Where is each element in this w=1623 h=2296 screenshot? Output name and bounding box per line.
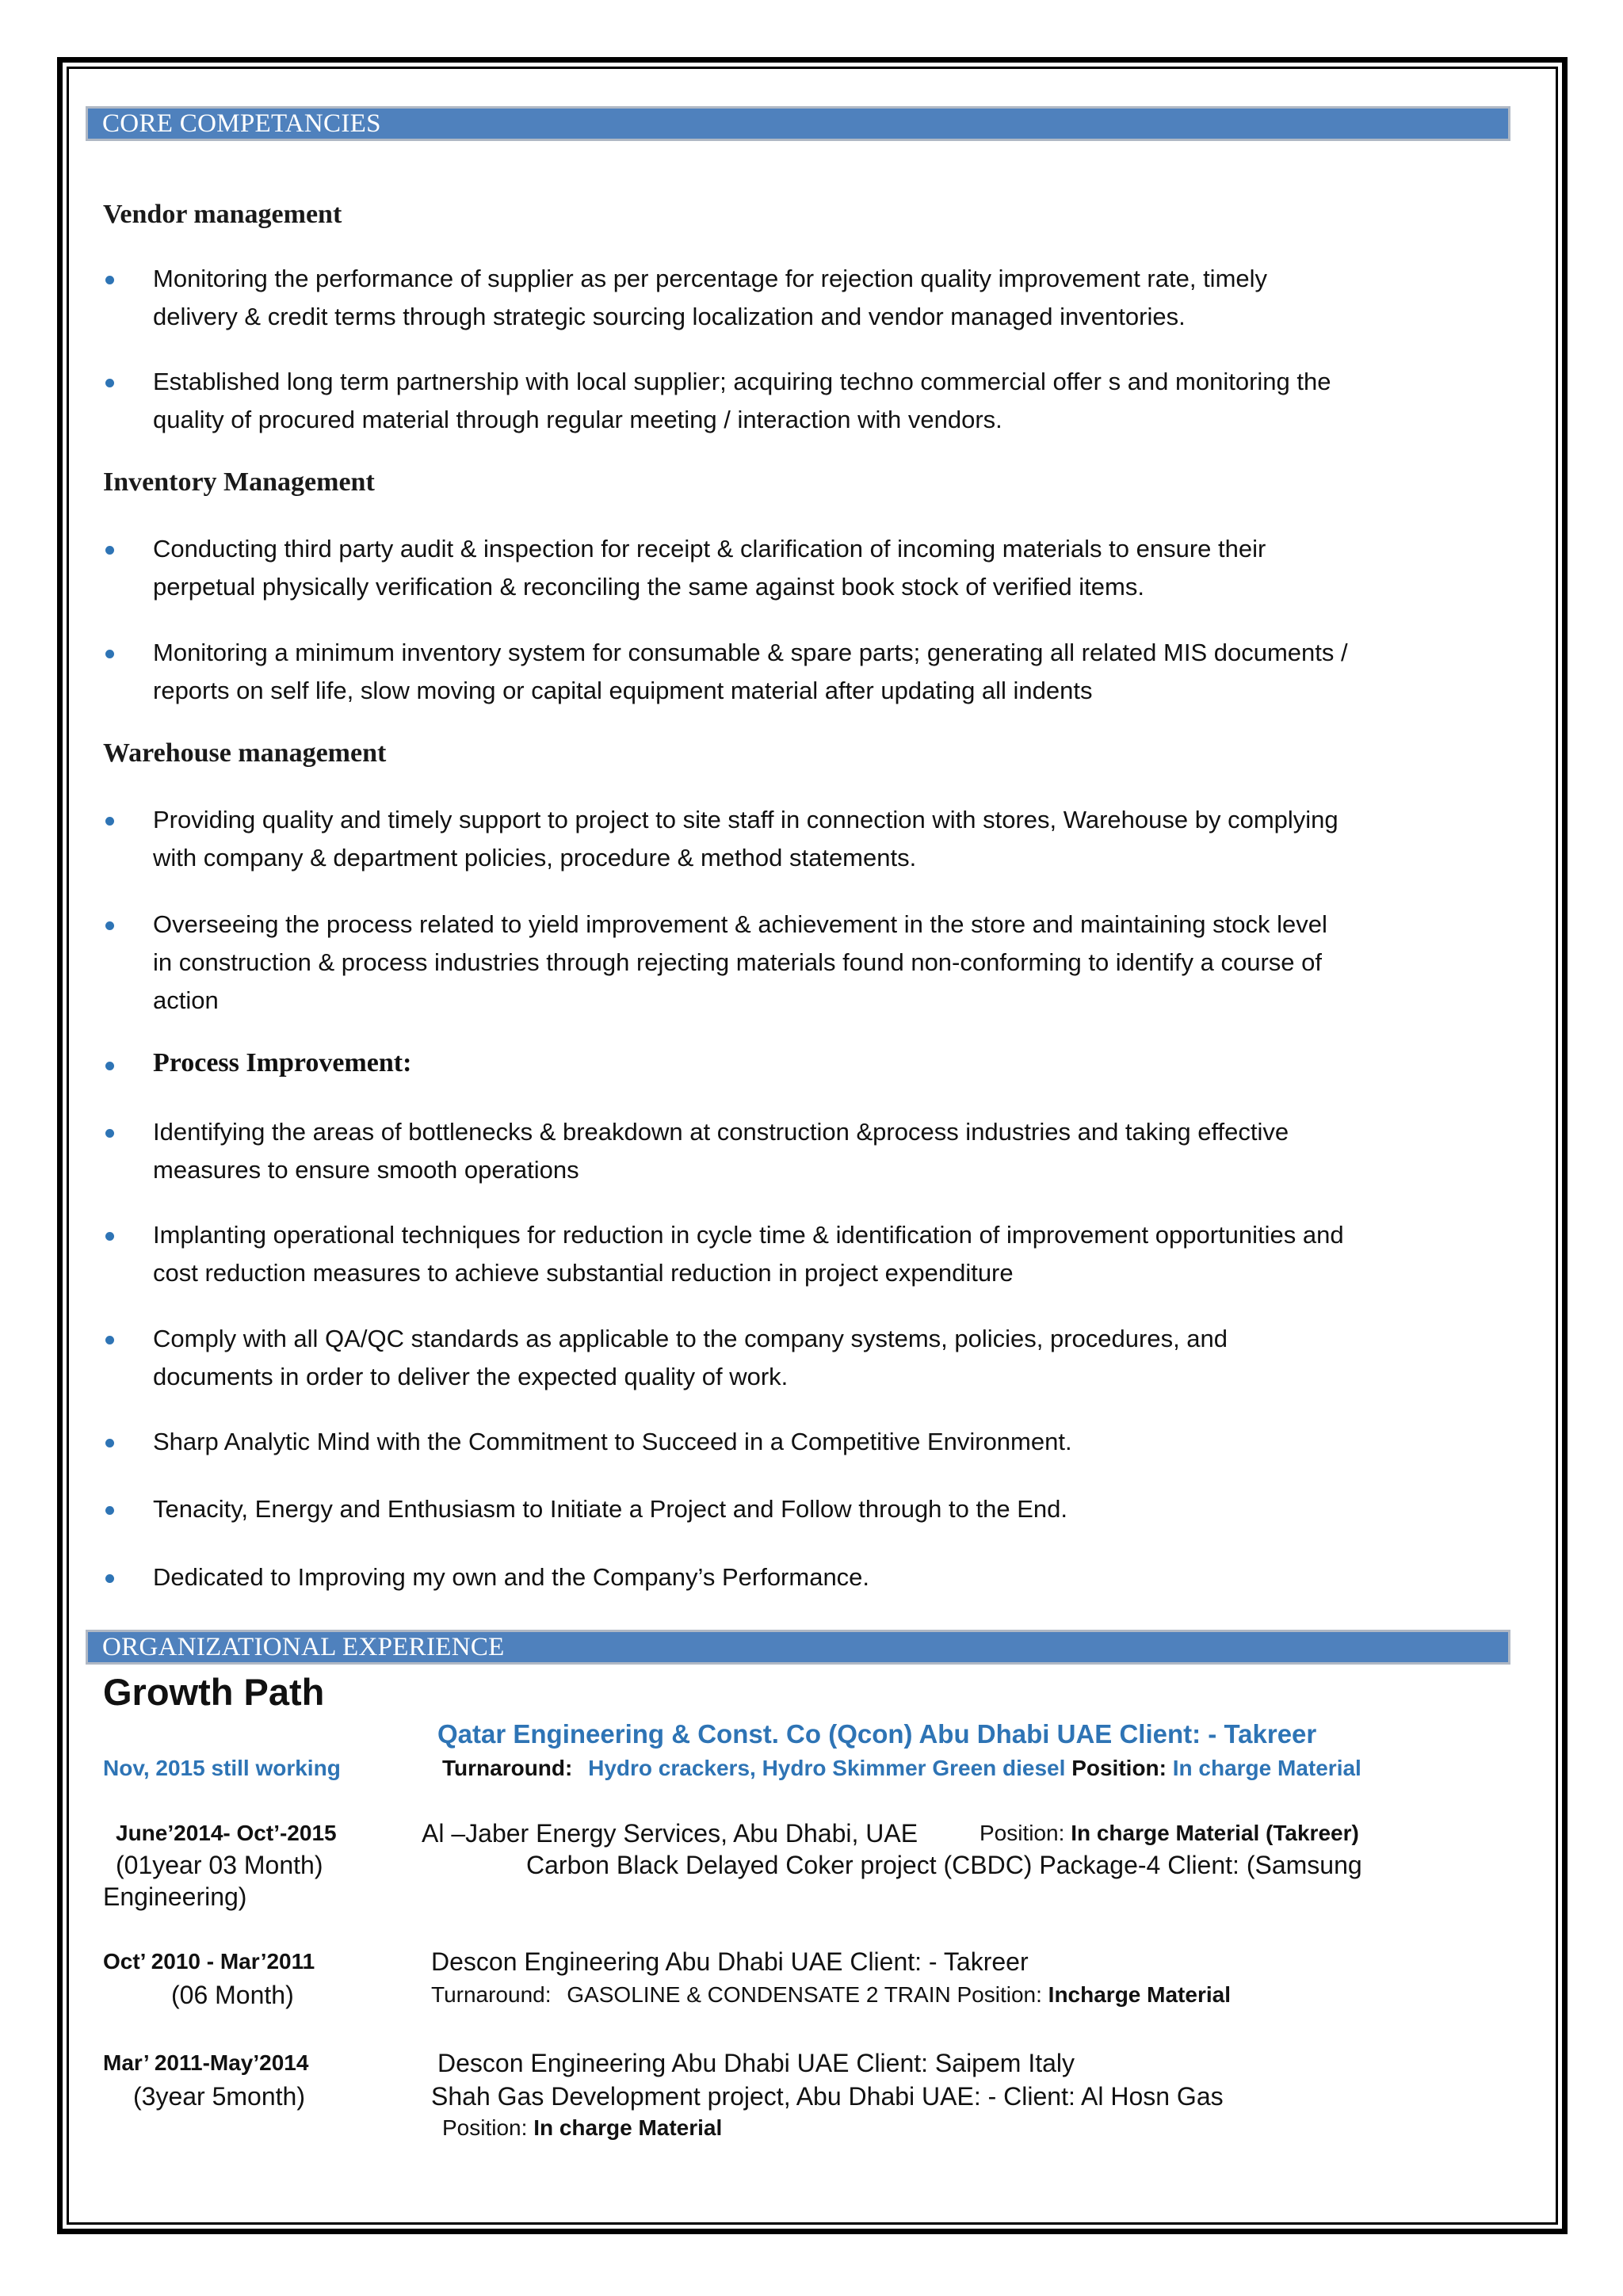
job-position (980, 1821, 1359, 1846)
bullet-icon (105, 1129, 114, 1138)
growth-path-title: Growth Path (103, 1671, 325, 1713)
job-details (431, 1982, 1231, 2008)
organizational-experience-heading: ORGANIZATIONAL EXPERIENCE (86, 1630, 1510, 1665)
job-project: Carbon Black Delayed Coker project (CBDC) Package-4 Client: (Samsung (526, 1851, 1362, 1879)
bullet-icon (105, 1506, 114, 1515)
bullet-icon (105, 546, 114, 555)
job-duration: (3year 5month) (133, 2082, 305, 2111)
bullet-icon (105, 379, 114, 387)
position-value: In charge Material (1172, 1756, 1361, 1780)
bullet-icon (105, 1574, 114, 1583)
job-duration: (01year 03 Month) (116, 1851, 323, 1879)
position-value: In charge Material (533, 2115, 723, 2140)
turnaround-label: Turnaround: (442, 1756, 573, 1780)
job-date: Nov, 2015 still working (103, 1756, 341, 1780)
bullet-icon (105, 650, 114, 658)
job-project-continued: Engineering) (103, 1882, 247, 1911)
bullet-icon (105, 1232, 114, 1241)
warehouse-management-title: Warehouse management (103, 738, 387, 768)
bullet-icon (105, 1439, 114, 1447)
job-company: Descon Engineering Abu Dhabi UAE Client: - Takreer (431, 1947, 1029, 1976)
position-value: In charge Material (Takreer) (1071, 1821, 1359, 1845)
bullet-icon (105, 1062, 114, 1070)
job-company: Descon Engineering Abu Dhabi UAE Client: Saipem Italy (437, 2049, 1075, 2077)
job-company: Al –Jaber Energy Services, Abu Dhabi, UAE (422, 1819, 918, 1848)
process-improvement-title: Process Improvement: (153, 1048, 412, 1077)
bullet-icon (105, 817, 114, 826)
job-project: Shah Gas Development project, Abu Dhabi UAE: - Client: Al Hosn Gas (431, 2082, 1224, 2111)
position-label: Position: (980, 1821, 1065, 1845)
bullet-icon (105, 1336, 114, 1344)
turnaround-value: Hydro crackers, Hydro Skimmer Green diesel (588, 1756, 1066, 1780)
position-label: Position: (442, 2115, 528, 2140)
position-label: Position: (957, 1982, 1042, 2007)
position-label: Position: (1071, 1756, 1167, 1780)
turnaround-value: GASOLINE & CONDENSATE 2 TRAIN (567, 1982, 951, 2007)
turnaround-label: Turnaround: (431, 1982, 552, 2007)
job-date: Mar’ 2011-May’2014 (103, 2050, 309, 2075)
job-duration: (06 Month) (171, 1981, 294, 2009)
bullet-icon (105, 276, 114, 284)
bullet-icon (105, 921, 114, 930)
position-value: Incharge Material (1048, 1982, 1231, 2007)
job-date: Oct’ 2010 - Mar’2011 (103, 1949, 315, 1974)
core-competencies-heading: CORE COMPETANCIES (86, 106, 1510, 141)
inventory-management-title: Inventory Management (103, 467, 375, 497)
job-details (442, 1756, 1361, 1781)
job-date: June’2014- Oct’-2015 (116, 1821, 337, 1845)
job-position (442, 2115, 722, 2141)
vendor-management-title: Vendor management (103, 200, 342, 229)
job-company: Qatar Engineering & Const. Co (Qcon) Abu Dhabi UAE Client: - Takreer (437, 1719, 1317, 1749)
